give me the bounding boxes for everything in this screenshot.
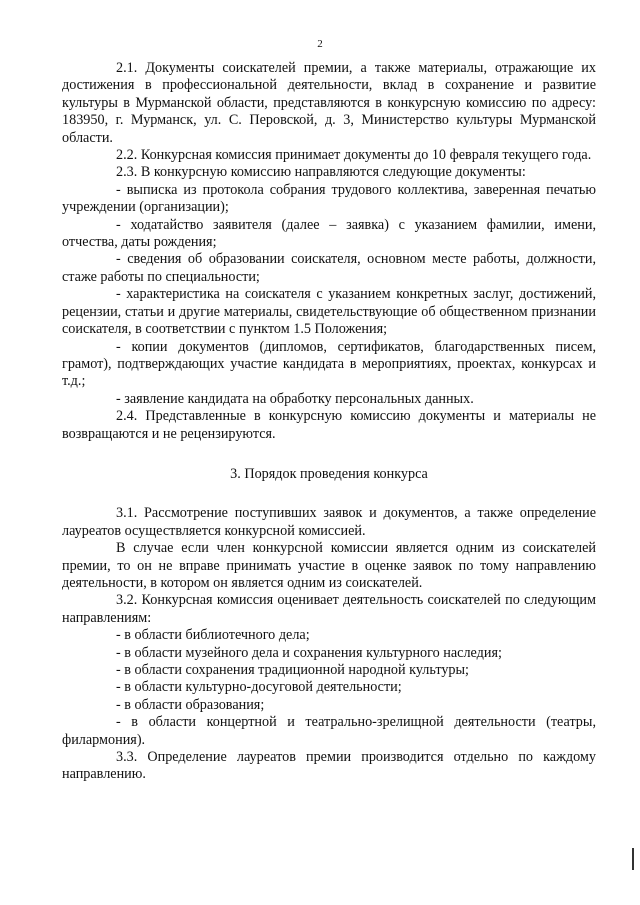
list-item: - характеристика на соискателя с указанием конкретных заслуг, достижений, рецензии, статьи и другие материалы, свидетельствующие об общественном признании соискателя, в соответствии с пунктом 1.5 Положения; xyxy=(62,286,596,338)
paragraph-3-3: 3.3. Определение лауреатов премии производится отдельно по каждому направлению. xyxy=(62,749,596,783)
paragraph-2-4: 2.4. Представленные в конкурсную комиссию документы и материалы не возвращаются и не рецензируются. xyxy=(62,408,596,442)
list-item: - в области культурно-досуговой деятельности; xyxy=(116,679,402,696)
list-item: - в области концертной и театрально-зрелищной деятельности (театры, филармония). xyxy=(62,714,596,748)
scan-edge-mark xyxy=(632,848,634,870)
document-body xyxy=(62,60,596,784)
list-item: - заявление кандидата на обработку персональных данных. xyxy=(116,390,474,407)
list-item: - в области библиотечного дела; xyxy=(116,627,310,644)
section-heading: 3. Порядок проведения конкурса xyxy=(230,465,428,482)
paragraph-2-2: 2.2. Конкурсная комиссия принимает документы до 10 февраля текущего года. xyxy=(116,147,592,164)
paragraph-2-1: 2.1. Документы соискателей премии, а также материалы, отражающие их достижения в профессиональной деятельности, вклад в сохранение и развитие культуры в Мурманской области, представляются в конкурсную комиссию по адресу: 183950, г. Мурманск, ул. С. Перовской, д. 3, Министерство культуры Мурманской области. xyxy=(62,60,596,146)
list-item: - выписка из протокола собрания трудового коллектива, заверенная печатью учреждении (организации); xyxy=(62,181,596,216)
list-item: - в области сохранения традиционной народной культуры; xyxy=(116,662,469,678)
list-item: - в области образования; xyxy=(116,696,265,713)
paragraph-2-3: 2.3. В конкурсную комиссию направляются следующие документы: xyxy=(116,164,526,181)
paragraph-conflict-of-interest: В случае если член конкурсной комиссии является одним из соискателей премии, то он не вправе принимать участие в оценке заявок по тому направлению деятельности, в котором он является одним из соискателей. xyxy=(62,540,596,591)
list-item: - копии документов (дипломов, сертификатов, благодарственных писем, грамот), подтверждающих участие кандидата в мероприятиях, проектах, конкурсах и т.д.; xyxy=(62,338,596,390)
list-item: - сведения об образовании соискателя, основном месте работы, должности, стаже работы по специальности; xyxy=(62,251,596,285)
list-item: - ходатайство заявителя (далее – заявка) с указанием фамилии, имени, отчества, даты рождения; xyxy=(62,216,596,251)
paragraph-3-1: 3.1. Рассмотрение поступивших заявок и документов, а также определение лауреатов осуществляется конкурсной комиссией. xyxy=(62,505,596,539)
page-number: 2 xyxy=(317,38,323,50)
list-item: - в области музейного дела и сохранения культурного наследия; xyxy=(116,644,502,661)
paragraph-3-2: 3.2. Конкурсная комиссия оценивает деятельность соискателей по следующим направлениям: xyxy=(62,592,596,626)
